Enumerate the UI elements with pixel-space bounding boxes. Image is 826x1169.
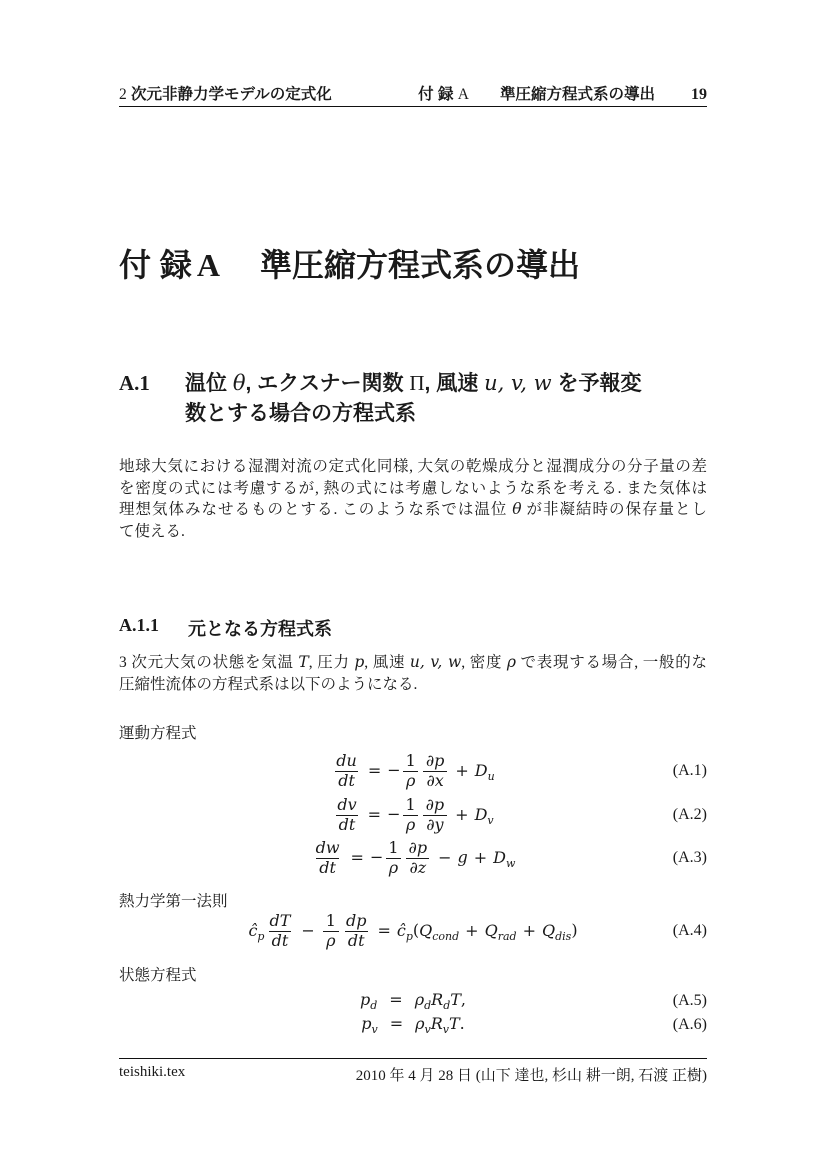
equation-a5 [119,990,707,1012]
paragraph-line [119,499,707,521]
math-token: dp [345,911,367,931]
denominator [269,931,292,950]
text-segment: , 密度 [461,654,507,671]
text-segment: 圧縮性流体の方程式系は以下のようになる. [119,675,418,693]
math-segment: A [457,86,469,103]
math-subscript: w [505,856,516,870]
fraction [385,839,401,877]
subsection-title: 元となる方程式系 [188,619,332,639]
math-subscript: d [424,999,432,1013]
text-segment: て使える. [119,522,185,540]
denominator [323,931,338,950]
equation-math [248,912,577,950]
math-token: ∂p [425,751,445,771]
math-token: − [438,847,452,867]
text-segment: , 圧力 [308,654,355,671]
denominator [316,858,339,877]
section-number: A.1 [119,371,150,396]
denominator [403,815,418,834]
math-token: = [367,804,382,824]
math-segment: ρ [506,653,516,671]
math-segment: u, v, w [484,371,552,396]
math-token: 1 [388,838,399,858]
intro-paragraph [119,456,707,542]
math-token: − [387,760,401,780]
math-token: dw [315,838,340,858]
paragraph-line [119,456,707,478]
math-token: $D_v$ [474,804,494,827]
subsection-number: A.1.1 [119,615,159,635]
subsection-heading [119,615,332,641]
equation-tag-a2: (A.2) [672,806,707,823]
math-token: − [301,920,315,940]
math-token: T [450,990,461,1010]
chapter-number [119,240,220,286]
text-segment: , 風速 [424,372,485,396]
equation-tag-a3: (A.3) [672,849,707,866]
math-token: + [465,920,479,940]
text-segment: 理想気体みなせるものとする. このような系では温位 [119,501,513,519]
equation-math [332,796,493,834]
chapter-title-text: 準圧縮方程式系の導出 [260,247,581,284]
math-segment: 3 [119,654,127,671]
math-subscript: p [405,929,413,943]
math-token: ∂p [425,795,445,815]
paragraph-line [119,521,707,543]
fraction [406,839,431,877]
math-token: − [387,804,401,824]
equation-math [311,839,516,877]
math-token: − [369,847,384,867]
footer-filename: teishiki.tex [119,1064,186,1080]
math-token: $D_u$ [474,760,495,783]
math-segment: 2 [119,86,127,103]
equation-label-state: 状態方程式 [119,967,197,984]
text-segment: 付 録 [119,247,192,284]
math-token: $Q_{rad}$ [484,920,517,943]
denominator [336,815,359,834]
math-token: 1 [405,751,416,771]
numerator [333,752,360,770]
math-token: dT [269,911,291,931]
math-token: $\rho_v$ [415,1014,431,1037]
math-subscript: v [424,1023,431,1037]
header-right-group [418,82,707,104]
math-token: = [389,990,403,1010]
denominator [403,771,418,790]
math-token: $R_d$ [431,990,451,1013]
fraction [403,752,419,790]
numerator [406,839,431,857]
math-token: g [457,847,468,867]
math-token: 1 [325,911,336,931]
math-token: + [455,804,469,824]
math-token: ρ [406,770,416,790]
equation-tag-a1: (A.1) [672,762,707,779]
equation-tag-a5: (A.5) [672,992,707,1009]
equation-a1 [119,748,707,794]
equation-tag-a4: (A.4) [672,922,707,939]
text-segment: 次元大気の状態を気温 [126,654,299,671]
math-token: ρ [388,857,399,877]
math-subscript: d [370,999,378,1013]
header-appendix-title [418,82,655,104]
equation-tag-a6: (A.6) [672,1016,707,1033]
denominator [335,771,358,790]
math-segment: θ [232,371,246,396]
math-token: ∂y [426,814,444,834]
math-token: dt [319,857,336,877]
math-token: $D_w$ [493,847,516,870]
math-token: + [522,920,536,940]
paragraph-line [119,652,707,674]
denominator [386,858,401,877]
math-token: = [367,760,382,780]
denominator [406,858,429,877]
numerator [423,796,448,814]
math-segment: T [298,653,309,671]
math-token: dt [338,770,355,790]
paragraph-line [119,478,707,500]
numerator [402,796,418,814]
denominator [345,931,368,950]
numerator [343,912,369,930]
math-token: du [336,751,357,771]
math-subscript: d [443,999,451,1013]
math-segment: A [196,247,221,284]
equation-a3 [119,835,707,881]
denominator [423,815,446,834]
equation-a2 [119,792,707,838]
text-segment: 地球大気における湿潤対流の定式化同様, 大気の乾燥成分と湿潤成分の分子量の差 [119,458,707,475]
math-token: ρ [405,814,416,834]
math-subscript: dis [555,929,572,943]
math-token: $\rho_d$ [414,990,432,1013]
text-segment: 温位 [185,372,233,396]
math-token: dt [347,930,365,950]
math-token: dt [338,814,356,834]
math-token: = [350,847,364,867]
math-segment: θ [512,500,522,519]
math-token: . [459,1014,465,1034]
header-left-title [119,82,332,104]
equation-label-thermodynamics: 熱力学第一法則 [119,893,228,910]
numerator [323,912,339,930]
fraction [323,912,339,950]
header-rule [119,106,707,107]
math-subscript: p [257,929,265,943]
footer-rule [119,1058,707,1059]
text-segment: 次元非静力学モデルの定式化 [126,86,332,103]
numerator [423,752,448,770]
math-token: + [473,847,488,867]
equation-a6 [119,1014,707,1036]
math-token: 1 [405,795,416,815]
section-title [185,368,641,429]
numerator [385,839,401,857]
text-segment: で表現する場合, 一般的な [515,654,707,671]
fraction [402,796,418,834]
math-token: ( [412,920,420,940]
footer-date-authors: 2010 年 4 月 28 日 (山下 達也, 杉山 耕一朗, 石渡 正樹) [355,1068,707,1084]
math-token: $p_v$ [361,1014,378,1037]
math-token: dt [271,930,289,950]
body-paragraph [119,652,707,695]
math-token: $p_d$ [359,990,378,1013]
equation-math [361,1014,465,1035]
section-title-line1 [185,368,641,399]
math-token: $Q_{cond}$ [419,920,460,943]
text-segment: が非凝結時の保存量とし [521,501,707,519]
fraction [266,912,293,950]
math-token: = [377,920,391,940]
denominator [423,771,446,790]
text-segment: を密度の式には考慮するが, 熱の式には考慮しないような系を考える. また気体は [119,479,707,497]
fraction [313,839,343,877]
text-segment: , 風速 [364,654,410,671]
math-token: , [460,990,466,1010]
math-token: ρ [326,930,336,950]
chapter-title [119,240,580,286]
math-token: $Q_{dis}$ [541,920,572,943]
math-token: $ĉ_p$ [248,920,265,943]
math-subscript: v [371,1023,378,1037]
fraction [343,912,369,950]
math-token: ∂x [426,770,444,790]
math-subscript: v [442,1023,449,1037]
math-segment: Π [409,371,425,396]
math-token: ∂z [409,857,427,877]
fraction [423,796,448,834]
numerator [266,912,293,930]
math-segment: p [354,653,365,671]
equation-math [331,752,494,790]
math-token: = [389,1014,404,1034]
fraction [423,752,448,790]
numerator [403,752,419,770]
equation-a4 [119,908,707,954]
math-token: T [449,1014,460,1034]
math-token: dv [337,795,357,815]
math-subscript: cond [432,929,460,943]
math-token: ) [571,920,578,940]
math-token: ∂p [408,838,428,858]
section-title-line2: 数とする場合の方程式系 [185,402,416,426]
numerator [313,839,343,857]
text-segment: , エクスナー関数 [245,372,410,396]
fraction [334,796,359,834]
numerator [334,796,359,814]
math-token: + [455,760,469,780]
page-number: 19 [691,86,707,103]
section-heading [119,368,719,429]
fraction [333,752,360,790]
math-subscript: u [487,769,495,783]
math-subscript: v [487,813,494,827]
text-segment: を予報変 [551,372,642,396]
math-segment: u, v, w [409,653,462,671]
text-segment: 準圧縮方程式系の導出 [468,86,655,103]
math-token: $ĉ_p$ [396,920,413,943]
paragraph-line [119,674,707,696]
math-subscript: rad [497,929,517,943]
equation-math [360,990,466,1011]
math-token: $R_v$ [430,1014,449,1037]
equation-label-motion: 運動方程式 [119,725,197,742]
text-segment: 付 録 [418,86,458,103]
